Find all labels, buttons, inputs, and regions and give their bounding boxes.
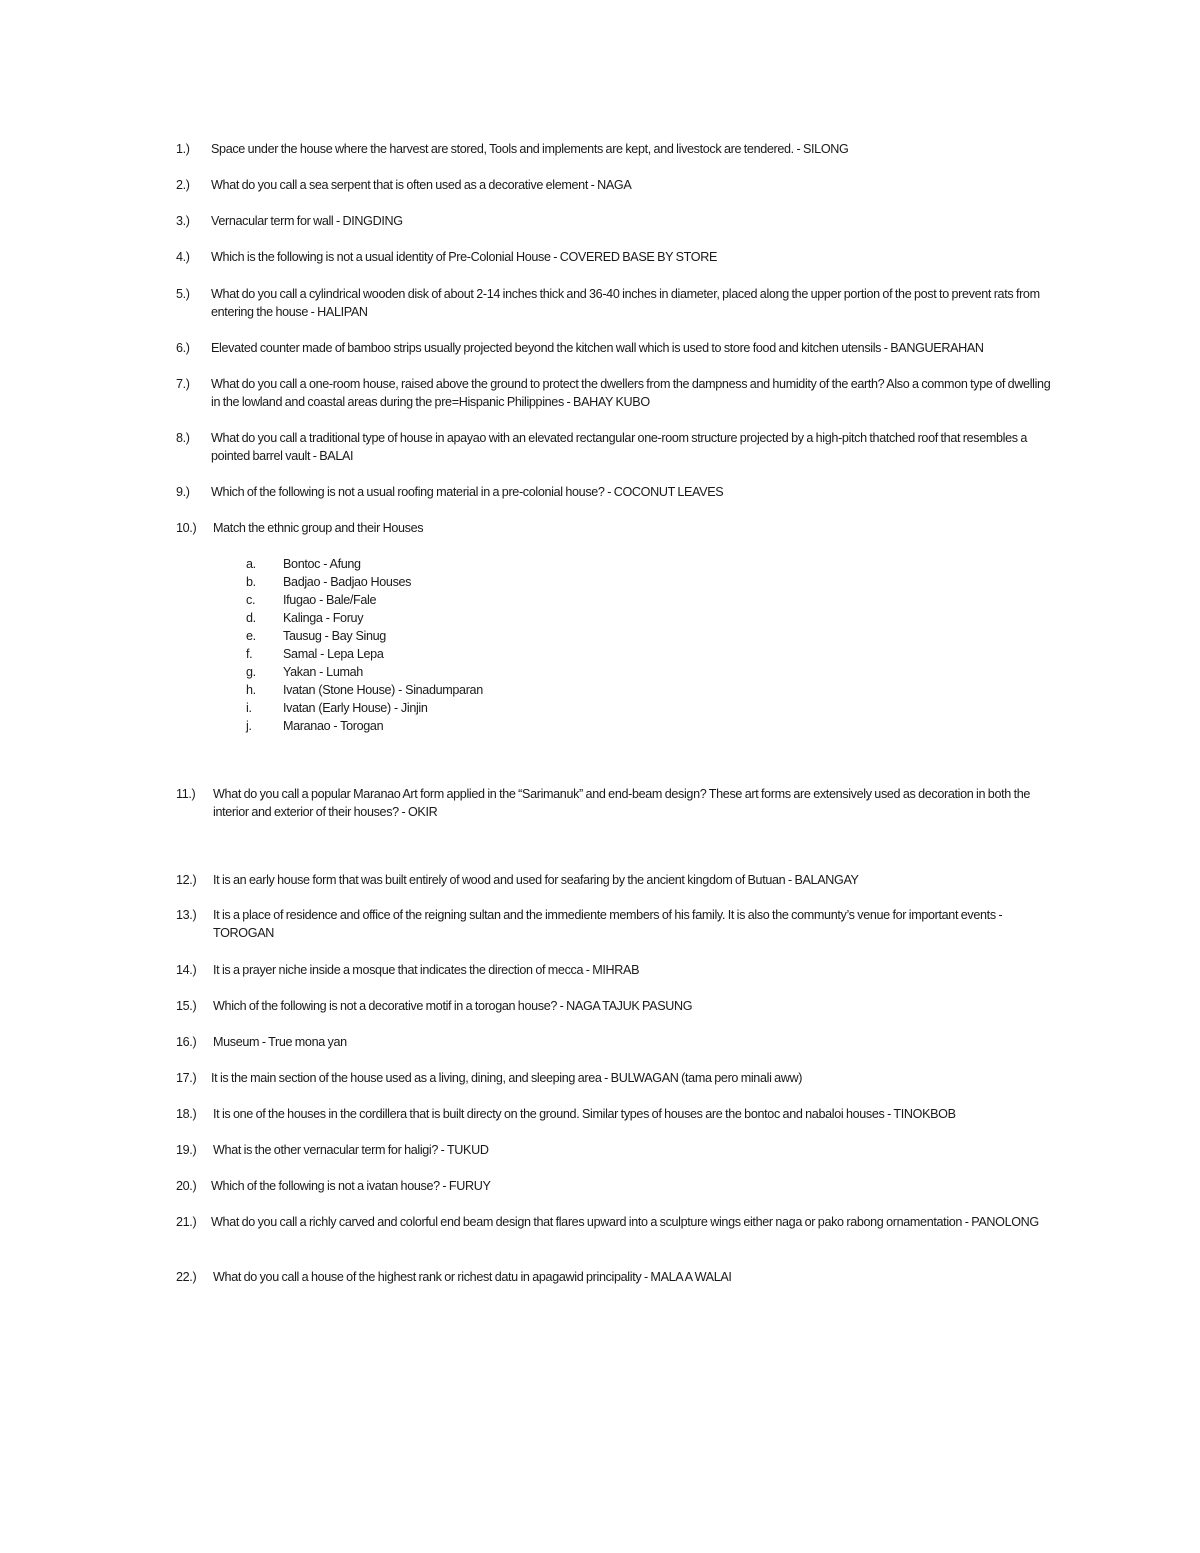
- question-text: What do you call a traditional type of house in apayao with an elevated rectangular one-room structure projected by a high-pitch thatched roof that resembles a pointed barrel vault - BALAI: [211, 431, 1028, 463]
- question-number: 22.): [176, 1270, 197, 1284]
- matching-letter: h.: [246, 683, 256, 697]
- matching-item: [246, 645, 383, 663]
- question-text: Space under the house where the harvest are stored, Tools and implements are kept, and livestock are tendered. - SILONG: [211, 142, 849, 156]
- question-number: 18.): [176, 1107, 197, 1121]
- question-number: 15.): [176, 999, 197, 1013]
- question-text: Museum - True mona yan: [213, 1035, 347, 1049]
- matching-text: Badjao - Badjao Houses: [283, 575, 412, 589]
- matching-item: [246, 627, 386, 645]
- matching-item: [246, 573, 411, 591]
- question-text: What do you call a cylindrical wooden disk of about 2-14 inches thick and 36-40 inches in diameter, placed along the upper portion of the post to prevent rats from entering the house - HALIPAN: [211, 287, 1040, 319]
- matching-item: [246, 555, 361, 573]
- question-9: [176, 483, 1056, 501]
- question-number: 21.): [176, 1215, 197, 1229]
- question-text: Which of the following is not a ivatan house? - FURUY: [211, 1179, 491, 1193]
- question-text: It is an early house form that was built entirely of wood and used for seafaring by the ancient kingdom of Butuan - BALANGAY: [213, 873, 859, 887]
- question-2: [176, 176, 1056, 194]
- matching-item: [246, 591, 376, 609]
- question-text: What do you call a house of the highest rank or richest datu in apagawid principality - MALA A WALAI: [213, 1270, 732, 1284]
- question-number: 1.): [176, 142, 190, 156]
- question-text: It is one of the houses in the cordillera that is built directy on the ground. Similar types of houses are the bontoc and nabaloi houses - TINOKBOB: [213, 1107, 956, 1121]
- question-number: 3.): [176, 214, 190, 228]
- matching-item: [246, 717, 383, 735]
- question-19: [176, 1141, 1056, 1159]
- question-text: What do you call a sea serpent that is often used as a decorative element - NAGA: [211, 178, 632, 192]
- question-text: Vernacular term for wall - DINGDING: [211, 214, 403, 228]
- question-number: 10.): [176, 521, 197, 535]
- matching-text: Ifugao - Bale/Fale: [283, 593, 377, 607]
- question-text: Which of the following is not a decorative motif in a torogan house? - NAGA TAJUK PASUNG: [213, 999, 693, 1013]
- question-number: 7.): [176, 377, 190, 391]
- question-8: [176, 429, 1056, 465]
- question-number: 12.): [176, 873, 197, 887]
- question-14: [176, 961, 1056, 979]
- question-text: Match the ethnic group and their Houses: [213, 521, 424, 535]
- matching-letter: i.: [246, 701, 252, 715]
- question-7: [176, 375, 1056, 411]
- question-16: [176, 1033, 1056, 1051]
- matching-letter: g.: [246, 665, 256, 679]
- question-text: Which is the following is not a usual identity of Pre-Colonial House - COVERED BASE BY STORE: [211, 250, 717, 264]
- question-12: [176, 871, 1056, 889]
- question-text: What is the other vernacular term for haligi? - TUKUD: [213, 1143, 489, 1157]
- question-number: 6.): [176, 341, 190, 355]
- matching-item: [246, 699, 428, 717]
- matching-item: [246, 663, 363, 681]
- question-number: 19.): [176, 1143, 197, 1157]
- question-number: 13.): [176, 908, 197, 922]
- question-text: What do you call a popular Maranao Art form applied in the “Sarimanuk” and end-beam design? These art forms are extensively used as decoration in both the interior and exterior of their houses? - OKIR: [213, 787, 1031, 819]
- matching-text: Maranao - Torogan: [283, 719, 384, 733]
- question-number: 8.): [176, 431, 190, 445]
- question-6: [176, 339, 1056, 357]
- matching-letter: a.: [246, 557, 256, 571]
- question-number: 17.): [176, 1071, 197, 1085]
- question-17: [176, 1069, 1056, 1087]
- matching-item: [246, 609, 363, 627]
- matching-letter: c.: [246, 593, 256, 607]
- question-text: It is a prayer niche inside a mosque that indicates the direction of mecca - MIHRAB: [213, 963, 640, 977]
- question-11: [176, 785, 1056, 821]
- matching-letter: d.: [246, 611, 256, 625]
- question-text: Which of the following is not a usual roofing material in a pre-colonial house? - COCONUT LEAVES: [211, 485, 724, 499]
- question-number: 4.): [176, 250, 190, 264]
- matching-text: Bontoc - Afung: [283, 557, 361, 571]
- question-number: 2.): [176, 178, 190, 192]
- question-22: [176, 1268, 1056, 1286]
- matching-letter: j.: [246, 719, 252, 733]
- question-number: 14.): [176, 963, 197, 977]
- question-number: 11.): [176, 787, 196, 801]
- matching-text: Tausug - Bay Sinug: [283, 629, 386, 643]
- question-13: [176, 906, 1056, 942]
- matching-letter: b.: [246, 575, 256, 589]
- matching-text: Kalinga - Foruy: [283, 611, 364, 625]
- question-21: [176, 1213, 1056, 1231]
- question-text: It is a place of residence and office of the reigning sultan and the immediente members of his family. It is also the communty’s venue for important events - TOROGAN: [213, 908, 1003, 940]
- question-1: [176, 140, 1056, 158]
- question-10: [176, 519, 1056, 537]
- question-number: 20.): [176, 1179, 197, 1193]
- matching-item: [246, 681, 483, 699]
- question-number: 5.): [176, 287, 190, 301]
- matching-text: Yakan - Lumah: [283, 665, 363, 679]
- question-18: [176, 1105, 1056, 1123]
- question-text: What do you call a one-room house, raised above the ground to protect the dwellers from the dampness and humidity of the earth? Also a common type of dwelling in the lowland and coastal areas during the pre=Hispanic Philippines - BAHAY KUBO: [211, 377, 1051, 409]
- question-3: [176, 212, 1056, 230]
- question-number: 16.): [176, 1035, 197, 1049]
- question-number: 9.): [176, 485, 190, 499]
- question-20: [176, 1177, 1056, 1195]
- matching-text: Ivatan (Early House) - Jinjin: [283, 701, 428, 715]
- matching-letter: e.: [246, 629, 256, 643]
- question-text: What do you call a richly carved and colorful end beam design that flares upward into a sculpture wings either naga or pako rabong ornamentation - PANOLONG: [211, 1215, 1039, 1229]
- question-4: [176, 248, 1056, 266]
- matching-text: Ivatan (Stone House) - Sinadumparan: [283, 683, 483, 697]
- matching-text: Samal - Lepa Lepa: [283, 647, 384, 661]
- question-15: [176, 997, 1056, 1015]
- question-5: [176, 285, 1056, 321]
- question-text: Elevated counter made of bamboo strips usually projected beyond the kitchen wall which is used to store food and kitchen utensils - BANGUERAHAN: [211, 341, 984, 355]
- matching-letter: f.: [246, 647, 253, 661]
- question-text: It is the main section of the house used as a living, dining, and sleeping area - BULWAGAN (tama pero minali aww): [211, 1071, 803, 1085]
